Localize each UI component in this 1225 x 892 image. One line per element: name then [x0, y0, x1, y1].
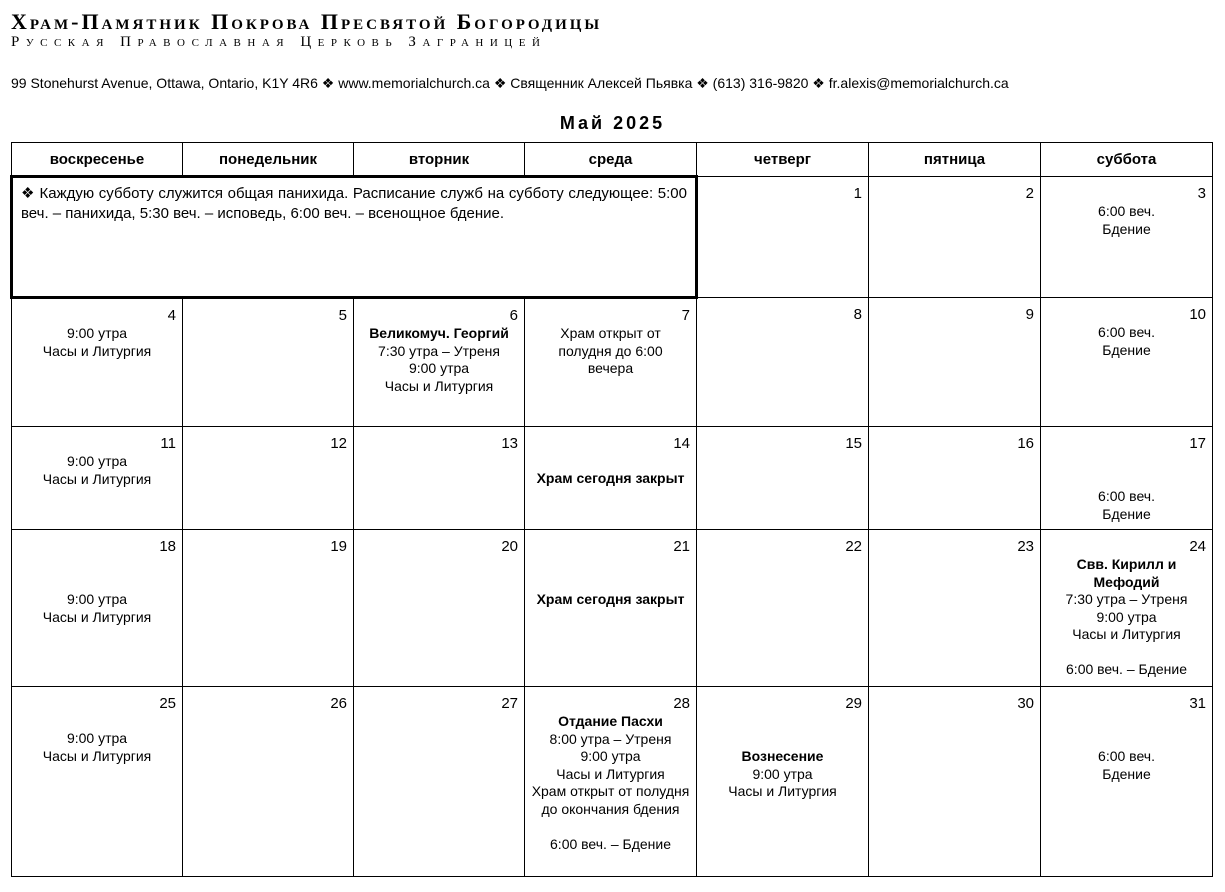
day-number: 29: [845, 695, 862, 712]
day-cell-15: [697, 427, 869, 530]
day-cell-6: [354, 298, 525, 427]
event-vigil: 6:00 веч. – Бдение: [1066, 661, 1187, 677]
day-number: 18: [159, 538, 176, 555]
week-row: [12, 427, 1213, 530]
day-cell-25: [12, 687, 183, 877]
day-number: 16: [1017, 435, 1034, 452]
day-cell-24: [1041, 530, 1213, 687]
day-events: [1041, 324, 1212, 359]
feast-name: Свв. Кирилл и Мефодий: [1076, 556, 1177, 590]
day-cell-20: [354, 530, 525, 687]
event-time: 9:00 утра: [66, 730, 128, 746]
day-events: [354, 325, 524, 395]
day-events: [12, 453, 182, 488]
day-cell-12: [183, 427, 354, 530]
day-number: 13: [501, 435, 518, 452]
event-service: Часы и Литургия: [42, 608, 152, 625]
day-number: 7: [681, 307, 690, 324]
event-service: Бдение: [1102, 220, 1151, 237]
day-cell-9: [869, 298, 1041, 427]
day-cell-31: [1041, 687, 1213, 877]
church-title: Храм-Памятник Покрова Пресвятой Богородицы: [11, 9, 603, 34]
day-cell-17: [1041, 427, 1213, 530]
event-matins: 7:30 утра – Утреня: [1065, 591, 1188, 607]
event-service: Часы и Литургия: [42, 342, 152, 359]
event-time: 6:00 веч.: [1098, 203, 1155, 219]
day-cell-23: [869, 530, 1041, 687]
church-closed-note: Храм сегодня закрыт: [536, 591, 685, 607]
day-number: 31: [1189, 695, 1206, 712]
weekday-tuesday: вторник: [354, 143, 525, 177]
day-cell-18: [12, 530, 183, 687]
day-events: [1041, 556, 1212, 679]
day-number: 12: [330, 435, 347, 452]
day-cell-30: [869, 687, 1041, 877]
day-cell-13: [354, 427, 525, 530]
day-events: [1041, 203, 1212, 238]
event-time: 9:00 утра: [752, 765, 813, 782]
event-time: 9:00 утра: [66, 325, 128, 341]
saturday-schedule-note: [12, 177, 697, 298]
weekday-wednesday: среда: [525, 143, 697, 177]
day-cell-26: [183, 687, 354, 877]
weekday-sunday: воскресенье: [12, 143, 183, 177]
day-number: 27: [501, 695, 518, 712]
event-time: 9:00 утра: [66, 591, 128, 607]
day-number: 24: [1189, 538, 1206, 555]
day-cell-3: [1041, 177, 1213, 298]
day-number: 2: [1025, 185, 1034, 202]
event-matins: 8:00 утра – Утреня: [549, 730, 672, 747]
day-cell-19: [183, 530, 354, 687]
day-number: 1: [853, 185, 862, 202]
day-cell-16: [869, 427, 1041, 530]
feast-name: Вознесение: [741, 748, 824, 764]
note-text: ❖ Каждую субботу служится общая панихида. Расписание служб на субботу следующее: 5:00 веч. – панихида, 5:30 веч. – исповедь, 6:00 веч. – всенощное бдение.: [21, 185, 687, 222]
month-title: Май 2025: [559, 113, 666, 133]
day-cell-29: [697, 687, 869, 877]
day-number: 10: [1189, 306, 1206, 323]
contact-line: 99 Stonehurst Avenue, Ottawa, Ontario, K1Y 4R6 ❖ www.memorialchurch.ca ❖ Священник Алексей Пьявка ❖ (613) 316-9820 ❖ fr.alexis@memorialchurch.ca: [11, 75, 1009, 91]
day-events: [1041, 713, 1212, 783]
day-number: 3: [1197, 185, 1206, 202]
week-row: [12, 530, 1213, 687]
day-number: 23: [1017, 538, 1034, 555]
day-number: 21: [673, 538, 690, 555]
day-number: 26: [330, 695, 347, 712]
day-number: 19: [330, 538, 347, 555]
day-events: [525, 713, 696, 853]
weekday-friday: пятница: [869, 143, 1041, 177]
day-number: 9: [1025, 306, 1034, 323]
day-cell-21: [525, 530, 697, 687]
event-service: Часы и Литургия: [42, 470, 152, 487]
day-events: [525, 325, 696, 378]
church-open-note: Храм открыт от полудня до 6:00 вечера: [558, 325, 663, 376]
event-service: Бдение: [1102, 341, 1151, 358]
day-cell-27: [354, 687, 525, 877]
event-service: Часы и Литургия: [556, 765, 665, 782]
day-cell-5: [183, 298, 354, 427]
day-cell-7: [525, 298, 697, 427]
day-events: [1041, 453, 1212, 523]
calendar-grid: [10, 142, 1213, 877]
church-closed-note: Храм сегодня закрыт: [536, 470, 685, 486]
event-time: 9:00 утра: [66, 453, 128, 469]
event-time: 6:00 веч.: [1098, 748, 1155, 764]
day-number: 17: [1189, 435, 1206, 452]
feast-name: Великомуч. Георгий: [369, 325, 509, 341]
day-number: 5: [338, 307, 347, 324]
event-service: Часы и Литургия: [384, 377, 494, 394]
event-time: 9:00 утра: [580, 748, 641, 764]
day-cell-10: [1041, 298, 1213, 427]
day-cell-14: [525, 427, 697, 530]
day-number: 20: [501, 538, 518, 555]
day-number: 11: [160, 435, 176, 452]
day-cell-28: [525, 687, 697, 877]
day-number: 22: [845, 538, 862, 555]
weekday-monday: понедельник: [183, 143, 354, 177]
church-open-note: Храм открыт от полудня до окончания бдения: [531, 783, 690, 817]
day-number: 4: [167, 307, 176, 324]
weekday-thursday: четверг: [697, 143, 869, 177]
event-service: Часы и Литургия: [42, 747, 152, 764]
weekday-header-row: [12, 143, 1213, 177]
event-time: 6:00 веч.: [1098, 324, 1155, 340]
day-number: 14: [673, 435, 690, 452]
event-time: 9:00 утра: [408, 360, 470, 376]
day-number: 25: [159, 695, 176, 712]
day-events: [697, 713, 868, 801]
day-cell-8: [697, 298, 869, 427]
event-time: 9:00 утра: [1096, 608, 1157, 625]
feast-name: Отдание Пасхи: [558, 713, 663, 729]
day-events: [12, 713, 182, 765]
day-number: 6: [509, 307, 518, 324]
event-time: 6:00 веч.: [1098, 488, 1155, 504]
event-vigil: 6:00 веч. – Бдение: [550, 835, 671, 852]
weekday-saturday: суббота: [1041, 143, 1213, 177]
day-cell-4: [12, 298, 183, 427]
day-cell-1: [697, 177, 869, 298]
day-events: [12, 556, 182, 626]
day-number: 15: [845, 435, 862, 452]
day-number: 28: [673, 695, 690, 712]
week-row: [12, 298, 1213, 427]
day-number: 8: [853, 306, 862, 323]
event-service: Часы и Литургия: [1072, 626, 1181, 642]
event-service: Бдение: [1102, 505, 1151, 522]
day-cell-2: [869, 177, 1041, 298]
event-service: Часы и Литургия: [728, 783, 837, 799]
event-matins: 7:30 утра – Утреня: [378, 342, 500, 359]
church-subtitle: Русская Православная Церковь Заграницей: [11, 34, 547, 50]
event-service: Бдение: [1102, 765, 1151, 782]
day-events: [12, 325, 182, 360]
day-number: 30: [1017, 695, 1034, 712]
day-cell-22: [697, 530, 869, 687]
week-row: [12, 687, 1213, 877]
day-events: [525, 556, 696, 609]
day-cell-11: [12, 427, 183, 530]
week-row: [12, 177, 1213, 298]
day-events: [525, 453, 696, 488]
